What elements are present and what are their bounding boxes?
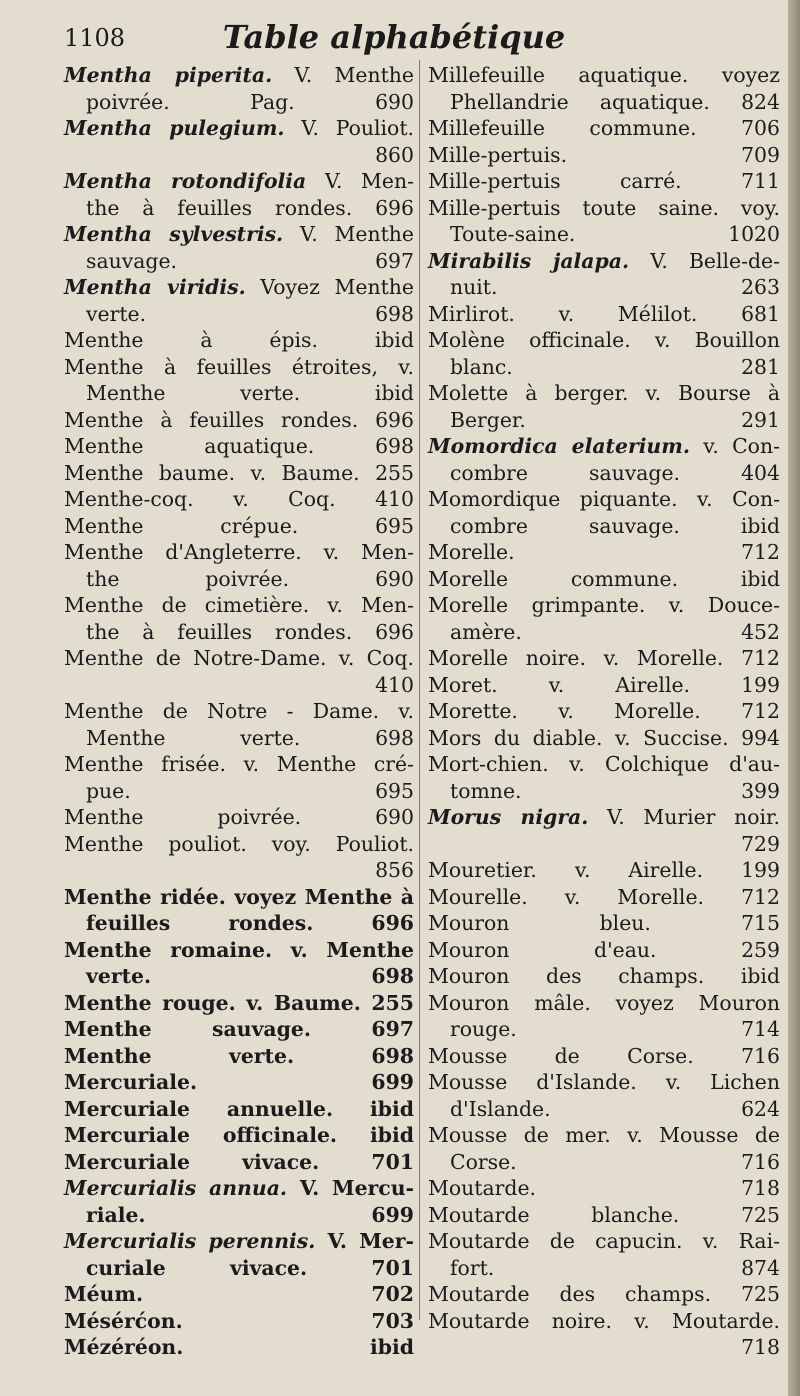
- index-entry: [64, 592, 414, 645]
- entry-line: Menthe crépue. 695: [64, 513, 414, 538]
- index-entry: [64, 460, 414, 487]
- entry-continuation: Menthe verte. ibid: [86, 381, 414, 405]
- index-entry: [64, 1308, 414, 1335]
- latin-name: Mercurialis annua.: [64, 1176, 288, 1200]
- entry-line: Morelle grimpante. v. Douce-: [428, 593, 780, 617]
- index-entry: [428, 539, 780, 566]
- entry-line: Menthe baume. v. Baume. 255: [64, 460, 414, 485]
- entry-continuation: curiale vivace. 701: [86, 1255, 414, 1280]
- entry-line: Menthe romaine. v. Menthe: [64, 937, 414, 962]
- index-entry: [428, 327, 780, 380]
- index-entry: [64, 433, 414, 460]
- index-entry: [428, 1122, 780, 1175]
- entry-line: Mentha piperita. V. Menthe: [64, 63, 414, 87]
- entry-line: Mirlirot. v. Mélilot. 681: [428, 301, 780, 326]
- entry-line: Moutarde des champs. 725: [428, 1282, 780, 1306]
- latin-name: Mentha pulegium.: [64, 116, 285, 140]
- entry-line: Menthe sauvage. 697: [64, 1017, 414, 1041]
- entry-line: Mouron d'eau. 259: [428, 937, 780, 962]
- index-entry: [64, 1281, 414, 1308]
- index-entry: [64, 1096, 414, 1123]
- entry-line: Menthe frisée. v. Menthe cré-: [64, 752, 414, 776]
- entry-line: Momordique piquante. v. Con-: [428, 487, 780, 511]
- entry-line: Mourelle. v. Morelle. 712: [428, 884, 780, 909]
- index-entry: [428, 115, 780, 142]
- entry-line: Mouron mâle. voyez Mouron: [428, 990, 780, 1015]
- entry-line: Moutarde noire. v. Moutarde.: [428, 1308, 780, 1333]
- entry-continuation: amère. 452: [450, 619, 780, 644]
- entry-line: Menthe pouliot. voy. Pouliot.: [64, 831, 414, 856]
- entry-line: Mercuriale vivace. 701: [64, 1149, 414, 1174]
- index-entry: [64, 645, 414, 698]
- index-entry: [64, 831, 414, 884]
- entry-line: Mousse de mer. v. Mousse de: [428, 1123, 780, 1147]
- entry-line: Moutarde blanche. 725: [428, 1202, 780, 1227]
- index-entry: [64, 407, 414, 434]
- index-entry: [428, 698, 780, 725]
- entry-line: Menthe verte. 698: [64, 1043, 414, 1068]
- entry-continuation: 718: [741, 1335, 780, 1359]
- entry-line: Mousse de Corse. 716: [428, 1043, 780, 1068]
- entry-continuation: feuilles rondes. 696: [86, 911, 414, 935]
- index-entry: [64, 115, 414, 168]
- entry-line: Menthe rouge. v. Baume. 255: [64, 990, 414, 1015]
- index-entry: [64, 1016, 414, 1043]
- index-entry: [428, 1069, 780, 1122]
- index-entry: [64, 884, 414, 937]
- entry-line: Morelle noire. v. Morelle. 712: [428, 646, 780, 670]
- index-entry: [64, 937, 414, 990]
- index-entry: [64, 1122, 414, 1149]
- entry-line: Mouron bleu. 715: [428, 911, 780, 935]
- entry-line: Menthe-coq. v. Coq. 410: [64, 487, 414, 511]
- latin-name: Mentha rotondifolia: [64, 169, 307, 193]
- index-entry: [64, 1069, 414, 1096]
- entry-line: Mirabilis jalapa. V. Belle-de-: [428, 248, 780, 273]
- entry-line: Menthe de Notre-Dame. v. Coq.: [64, 646, 414, 670]
- latin-name: Momordica elaterium.: [428, 434, 690, 458]
- entry-line: Menthe ridée. voyez Menthe à: [64, 884, 414, 909]
- entry-continuation: blanc. 281: [450, 354, 780, 379]
- entry-line: Mercurialis annua. V. Mercu-: [64, 1176, 414, 1200]
- entry-continuation: d'Islande. 624: [450, 1096, 780, 1121]
- index-entry: [64, 1043, 414, 1070]
- index-entry: [428, 566, 780, 593]
- entry-continuation: verte. 698: [86, 301, 414, 326]
- index-column-left: [64, 62, 414, 1361]
- index-column-right: [428, 62, 780, 1361]
- entry-line: Menthe de Notre - Dame. v.: [64, 699, 414, 723]
- entry-line: Mercurialis perennis. V. Mer-: [64, 1229, 414, 1253]
- entry-line: Mentha pulegium. V. Pouliot.: [64, 116, 414, 140]
- index-entry: [428, 592, 780, 645]
- entry-line: Mille-pertuis carré. 711: [428, 169, 780, 193]
- entry-line: Mille-pertuis toute saine. voy.: [428, 195, 780, 220]
- entry-continuation: the à feuilles rondes. 696: [86, 195, 414, 220]
- entry-continuation: 729: [741, 831, 780, 856]
- index-entry: [428, 486, 780, 539]
- entry-line: Menthe à feuilles rondes. 696: [64, 407, 414, 432]
- entry-continuation: pue. 695: [86, 778, 414, 803]
- index-entry: [64, 274, 414, 327]
- index-entry: [64, 1175, 414, 1228]
- entry-line: Mézéréon. ibid: [64, 1335, 414, 1359]
- entry-continuation: combre sauvage. ibid: [450, 513, 780, 538]
- index-entry: [64, 1228, 414, 1281]
- page-number: 1108: [64, 24, 126, 52]
- index-entry: [428, 1281, 780, 1308]
- latin-name: Mentha sylvestris.: [64, 222, 284, 246]
- entry-continuation: Berger. 291: [450, 407, 780, 432]
- entry-line: Morelle. 712: [428, 540, 780, 564]
- index-entry: [64, 990, 414, 1017]
- index-entry: [428, 645, 780, 672]
- index-entry: [428, 195, 780, 248]
- entry-line: Morelle commune. ibid: [428, 566, 780, 591]
- index-entry: [64, 221, 414, 274]
- entry-line: Mercuriale officinale. ibid: [64, 1123, 414, 1147]
- entry-line: Mentha viridis. Voyez Menthe: [64, 275, 414, 299]
- entry-line: Menthe aquatique. 698: [64, 434, 414, 458]
- entry-continuation: the à feuilles rondes. 696: [86, 619, 414, 644]
- index-entry: [64, 168, 414, 221]
- entry-continuation: Corse. 716: [450, 1149, 780, 1174]
- entry-line: Menthe de cimetière. v. Men-: [64, 593, 414, 617]
- page-edge: [788, 0, 800, 1396]
- latin-name: Mercurialis perennis.: [64, 1229, 316, 1253]
- entry-continuation: Phellandrie aquatique. 824: [450, 89, 780, 114]
- entry-continuation: the poivrée. 690: [86, 566, 414, 591]
- index-entry: [64, 698, 414, 751]
- entry-continuation: verte. 698: [86, 964, 414, 988]
- index-entry: [428, 248, 780, 301]
- entry-line: Menthe d'Angleterre. v. Men-: [64, 540, 414, 564]
- entry-continuation: fort. 874: [450, 1255, 780, 1280]
- entry-line: Menthe poivrée. 690: [64, 805, 414, 829]
- index-entry: [64, 1149, 414, 1176]
- index-entry: [428, 142, 780, 169]
- index-entry: [428, 963, 780, 990]
- entry-line: Mentha sylvestris. V. Menthe: [64, 222, 414, 246]
- index-entry: [428, 990, 780, 1043]
- entry-continuation: Toute-saine. 1020: [450, 222, 780, 246]
- entry-continuation: Menthe verte. 698: [86, 725, 414, 750]
- index-entry: [428, 62, 780, 115]
- index-entry: [428, 804, 780, 857]
- index-entry: [428, 1202, 780, 1229]
- entry-continuation: 856: [375, 858, 414, 882]
- index-entry: [428, 910, 780, 937]
- latin-name: Mentha viridis.: [64, 275, 246, 299]
- entry-continuation: poivrée. Pag. 690: [86, 89, 414, 114]
- entry-continuation: tomne. 399: [450, 778, 780, 803]
- index-entry: [428, 751, 780, 804]
- entry-line: Mille-pertuis. 709: [428, 142, 780, 167]
- entry-line: Morus nigra. V. Murier noir.: [428, 805, 780, 829]
- index-entry: [64, 62, 414, 115]
- index-entry: [428, 1175, 780, 1202]
- entry-line: Mort-chien. v. Colchique d'au-: [428, 752, 780, 776]
- entry-continuation: combre sauvage. 404: [450, 460, 780, 485]
- page-title: Table alphabétique: [222, 18, 566, 56]
- entry-continuation: 860: [375, 142, 414, 167]
- index-entry: [428, 884, 780, 911]
- index-entry: [428, 937, 780, 964]
- index-entry: [428, 168, 780, 195]
- index-entry: [428, 433, 780, 486]
- latin-name: Morus nigra.: [428, 805, 589, 829]
- entry-line: Mésérćon. 703: [64, 1308, 414, 1333]
- entry-line: Mors du diable. v. Succise. 994: [428, 725, 780, 750]
- entry-line: Méum. 702: [64, 1282, 414, 1306]
- index-entry: [64, 486, 414, 513]
- index-entry: [64, 1334, 414, 1361]
- entry-line: Moutarde de capucin. v. Rai-: [428, 1229, 780, 1253]
- entry-line: Menthe à épis. ibid: [64, 328, 414, 352]
- index-entry: [428, 1043, 780, 1070]
- index-entry: [428, 380, 780, 433]
- index-entry: [64, 327, 414, 354]
- entry-line: Molène officinale. v. Bouillon: [428, 328, 780, 352]
- entry-line: Moutarde. 718: [428, 1176, 780, 1200]
- index-entry: [64, 804, 414, 831]
- index-entry: [428, 857, 780, 884]
- latin-name: Mirabilis jalapa.: [428, 248, 630, 273]
- entry-continuation: riale. 699: [86, 1202, 414, 1227]
- entry-line: Moret. v. Airelle. 199: [428, 672, 780, 697]
- entry-line: Molette à berger. v. Bourse à: [428, 381, 780, 405]
- entry-continuation: nuit. 263: [450, 275, 780, 299]
- entry-line: Millefeuille aquatique. voyez: [428, 63, 780, 87]
- latin-name: Mentha piperita.: [64, 63, 273, 87]
- entry-line: Mercuriale. 699: [64, 1070, 414, 1094]
- entry-line: Mentha rotondifolia V. Men-: [64, 169, 414, 193]
- entry-line: Morette. v. Morelle. 712: [428, 699, 780, 723]
- entry-continuation: rouge. 714: [450, 1017, 780, 1041]
- entry-line: Mousse d'Islande. v. Lichen: [428, 1070, 780, 1094]
- entry-continuation: sauvage. 697: [86, 248, 414, 273]
- index-entry: [428, 1308, 780, 1361]
- index-entry: [428, 672, 780, 699]
- index-entry: [64, 513, 414, 540]
- index-entry: [428, 301, 780, 328]
- entry-line: Mouron des champs. ibid: [428, 964, 780, 988]
- column-divider: [419, 60, 420, 1320]
- page-header: [0, 18, 788, 58]
- entry-line: Momordica elaterium. v. Con-: [428, 434, 780, 458]
- index-entry: [64, 354, 414, 407]
- entry-line: Menthe à feuilles étroites, v.: [64, 354, 414, 379]
- index-entry: [428, 1228, 780, 1281]
- entry-continuation: 410: [375, 672, 414, 697]
- entry-line: Millefeuille commune. 706: [428, 116, 780, 140]
- entry-line: Mouretier. v. Airelle. 199: [428, 858, 780, 882]
- entry-line: Mercuriale annuelle. ibid: [64, 1096, 414, 1121]
- index-entry: [428, 725, 780, 752]
- index-entry: [64, 751, 414, 804]
- index-entry: [64, 539, 414, 592]
